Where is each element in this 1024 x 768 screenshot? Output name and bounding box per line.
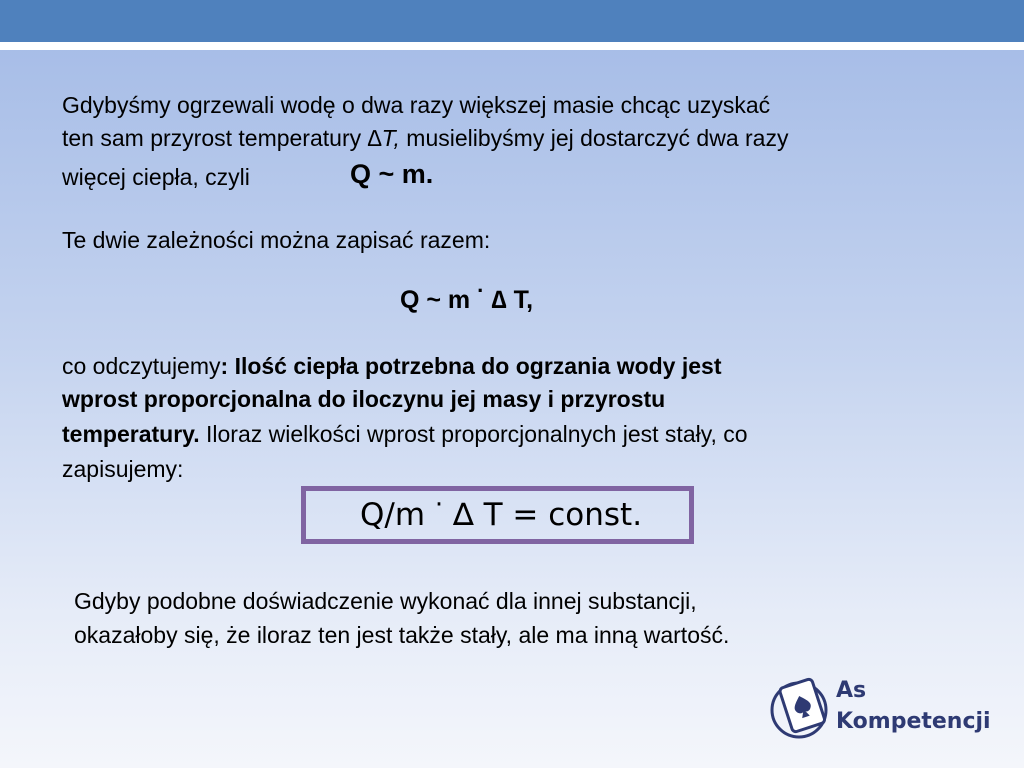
logo-text-as: As (836, 678, 867, 703)
header-bar (0, 0, 1024, 42)
header-stripe (0, 42, 1024, 50)
paragraph3-line3-normal: Iloraz wielkości wprost proporcjonalnych jest stały, co (199, 421, 748, 447)
paragraph1-line1: Gdybyśmy ogrzewali wodę o dwa razy większej masie chcąc uzyskać (62, 92, 771, 118)
paragraph1-line2-a: ten sam przyrost temperatury (62, 125, 368, 151)
const-formula (360, 490, 643, 535)
paragraph3-line2-bold: wprost proporcjonalna do iloczynu jej masy i przyrostu (62, 386, 666, 412)
paragraph3-line3-bold: temperatury. (62, 421, 200, 447)
paragraph2: Te dwie zależności można zapisać razem: (62, 227, 491, 253)
paragraph4-line1: Gdyby podobne doświadczenie wykonać dla innej substancji, (74, 588, 697, 614)
const-formula-left: Q/m (360, 497, 426, 533)
paragraph3-line3 (62, 418, 748, 450)
const-formula-right: ∆ T = const. (453, 497, 643, 533)
paragraph3-line1-bold: : Ilość ciepła potrzebna do ogrzania wody jest (220, 353, 722, 379)
paragraph3-line1-normal: co odczytujemy (62, 353, 221, 379)
paragraph4-line2: okazałoby się, że iloraz ten jest także stały, ale ma inną wartość. (74, 622, 730, 648)
paragraph1-line3: więcej ciepła, czyli (62, 164, 250, 190)
logo-card-icon (772, 678, 826, 737)
paragraph3-line1 (62, 350, 722, 382)
const-formula-dot: · (434, 490, 444, 520)
paragraph3-line2 (62, 383, 665, 415)
formula-q-proportional-m-delta-t (400, 278, 534, 315)
formula-center-left: Q ~ m (400, 286, 471, 314)
formula-q-proportional-m: Q ~ m. (350, 159, 434, 189)
delta-t-symbol: ∆T, (367, 125, 400, 151)
formula-center-right: ∆ T, (491, 286, 534, 314)
logo-text-kompetencji: Kompetencji (836, 709, 991, 734)
formula-center-dot: · (477, 278, 485, 303)
paragraph1-line2 (62, 122, 788, 154)
paragraph3-line4: zapisujemy: (62, 456, 184, 482)
as-kompetencji-logo (766, 670, 1006, 746)
paragraph1-line2-b: musielibyśmy jej dostarczyć dwa razy (399, 125, 789, 151)
